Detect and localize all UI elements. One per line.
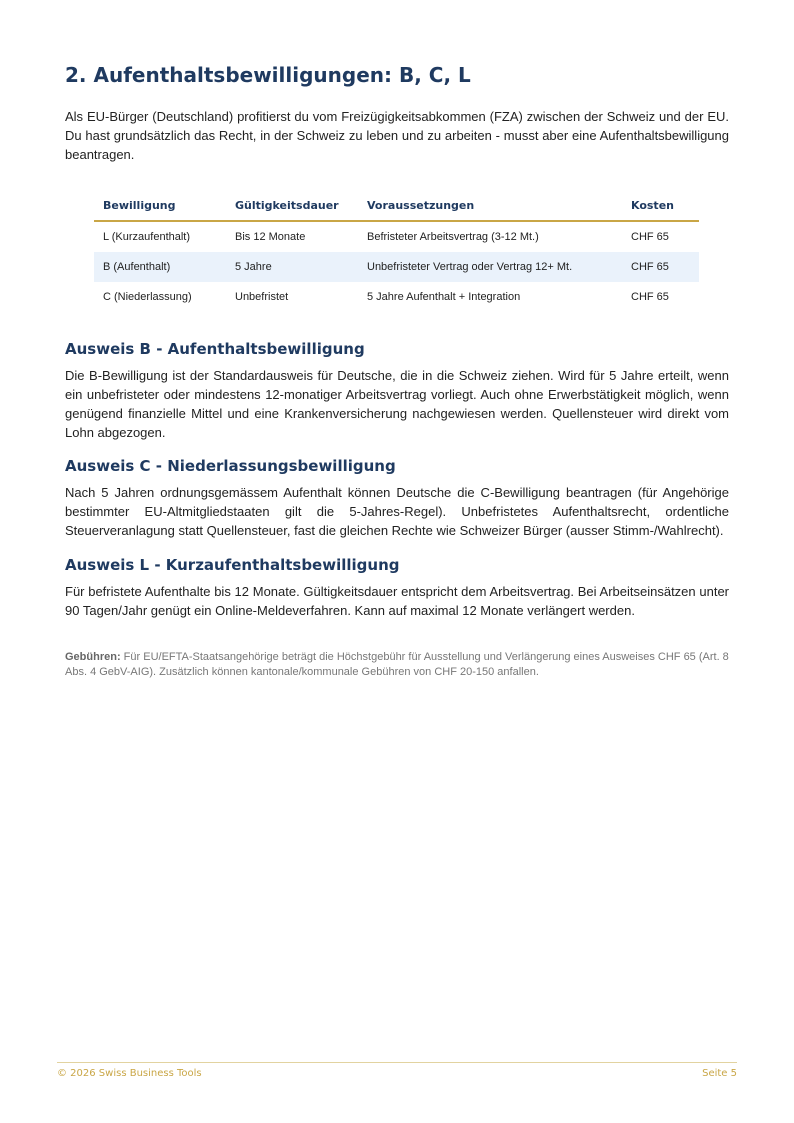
table-cell: Befristeter Arbeitsvertrag (3-12 Mt.) <box>367 231 539 243</box>
section-heading-c: Ausweis C - Niederlassungsbewilligung <box>65 457 396 475</box>
section-text-l: Für befristete Aufenthalte bis 12 Monate. Gültigkeitsdauer entspricht dem Arbeitsvertrag. Bei Arbeitseinsätzen unter 90 Tagen/Jahr genügt ein Online-Meldeverfahren. Kann auf maximal 12 Monate verlängert werden. <box>65 584 729 618</box>
table-cell: 5 Jahre <box>226 252 358 282</box>
footer-copyright: © 2026 Swiss Business Tools <box>57 1068 202 1079</box>
section-heading-b: Ausweis B - Aufenthaltsbewilligung <box>65 340 365 358</box>
table-row <box>94 221 699 252</box>
table-cell: L (Kurzaufenthalt) <box>103 231 191 243</box>
column-header: Gültigkeitsdauer <box>226 190 358 221</box>
table-row <box>94 252 699 282</box>
table-row <box>94 282 699 312</box>
table-cell: 5 Jahre Aufenthalt + Integration <box>367 291 521 303</box>
intro-paragraph: Als EU-Bürger (Deutschland) profitierst du vom Freizügigkeitsabkommen (FZA) zwischen der Schweiz und der EU. Du hast grundsätzlich das Recht, in der Schweiz zu leben und zu arbeiten - musst aber eine Aufenthaltsbewilligung beantragen. <box>65 109 729 162</box>
fee-note-label: Gebühren: <box>65 651 121 663</box>
table-header-row <box>94 190 699 221</box>
fee-note <box>65 650 729 680</box>
table-cell: Unbefristet <box>235 291 289 303</box>
footer-divider <box>57 1062 737 1063</box>
table-cell: CHF 65 <box>631 231 669 243</box>
page-title: 2. Aufenthaltsbewilligungen: B, C, L <box>65 63 471 87</box>
section-text-c: Nach 5 Jahren ordnungsgemässem Aufenthalt können Deutsche die C-Bewilligung beantragen (für Angehörige bestimmter EU-Altmitgliedstaaten gilt die 5-Jahres-Regel). Unbefristetes Aufenthaltsrecht, ordentliche Steuerveranlagung statt Quellensteuer, fast die gleichen Rechte wie Schweizer Bürger (ausser Stimm-/Wahlrecht). <box>65 485 729 538</box>
permit-table <box>94 190 699 312</box>
table-cell: C (Niederlassung) <box>103 291 192 303</box>
table-cell: CHF 65 <box>631 291 669 303</box>
table-cell: CHF 65 <box>622 252 699 282</box>
table-cell: Unbefristeter Vertrag oder Vertrag 12+ Mt. <box>358 252 622 282</box>
column-header: Kosten <box>622 190 699 221</box>
column-header: Voraussetzungen <box>358 190 622 221</box>
fee-note-text: Für EU/EFTA-Staatsangehörige beträgt die Höchstgebühr für Ausstellung und Verlängerung eines Ausweises CHF 65 (Art. 8 Abs. 4 GebV-AIG). Zusätzlich können kantonale/kommunale Gebühren von CHF 20-150 anfallen. <box>65 651 729 678</box>
section-heading-l: Ausweis L - Kurzaufenthaltsbewilligung <box>65 556 400 574</box>
footer-page-number: Seite 5 <box>702 1068 737 1079</box>
table-cell: Bis 12 Monate <box>235 231 306 243</box>
column-header: Bewilligung <box>94 190 226 221</box>
table-cell: B (Aufenthalt) <box>94 252 226 282</box>
section-text-b: Die B-Bewilligung ist der Standardausweis für Deutsche, die in die Schweiz ziehen. Wird für 5 Jahre erteilt, wenn ein unbefristeter oder mindestens 12-monatiger Arbeitsvertrag vorliegt. Auch ohne Erwerbstätigkeit möglich, wenn genügend finanzielle Mittel und eine Krankenversicherung nachgewiesen werden. Quellensteuer wird direkt vom Lohn abgezogen. <box>65 368 729 440</box>
